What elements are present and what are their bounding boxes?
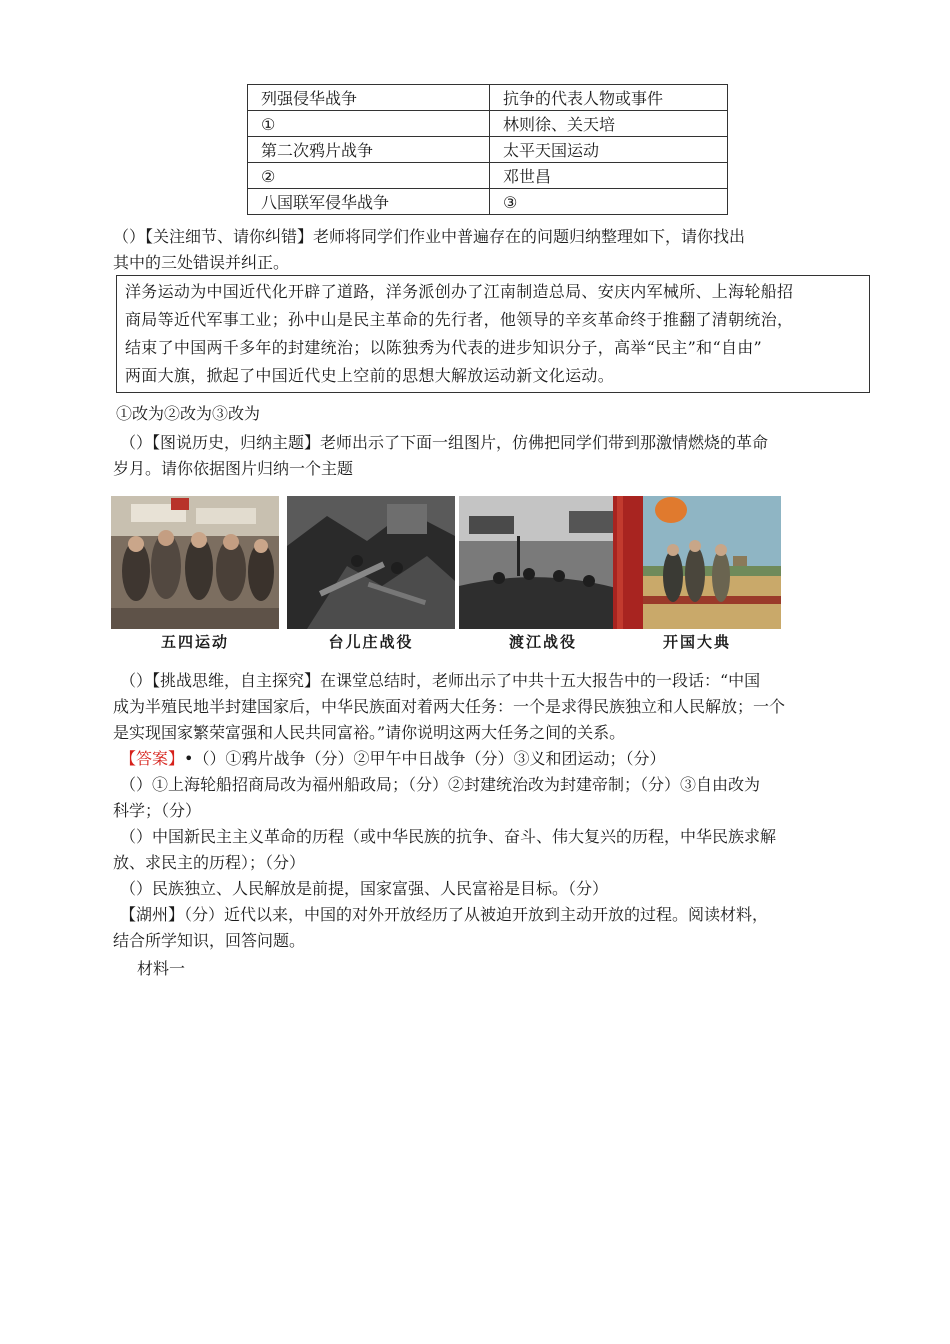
photo-caption: 台儿庄战役	[328, 633, 414, 651]
passage-line: 洋务运动为中国近代化开辟了道路，洋务派创办了江南制造总局、安庆内军械所、上海轮船招	[125, 282, 794, 301]
table-row	[248, 137, 728, 163]
answer-3-text-cont: 放、求民主的历程）；（分）	[113, 853, 306, 872]
photo-caption: 五四运动	[160, 633, 229, 651]
answer-3-text: （）中国新民主主义革命的历程（或中华民族的抗争、奋斗、伟大复兴的历程，中华民族求解	[120, 827, 777, 846]
table-cell: 林则徐、关天培	[490, 111, 728, 137]
answer-2-text: （）①上海轮船招商局改为福州船政局；（分）②封建统治改为封建帝制；（分）③自由改为	[120, 775, 761, 794]
table-cell: ①	[248, 111, 490, 137]
error-passage-box	[116, 275, 870, 393]
answer-2-text-cont: 科学；（分）	[113, 801, 202, 820]
passage-line: 结束了中国两千多年的封建统治；以陈独秀为代表的进步知识分子，高举“民主”和“自由”	[125, 338, 763, 357]
question-4-prompt: （）【挑战思维，自主探究】在课堂总结时，老师出示了中共十五大报告中的一段话：“中国	[120, 671, 761, 690]
material-heading: 材料一	[137, 959, 186, 978]
table-cell: 八国联军侵华战争	[248, 189, 490, 215]
question-3-prompt-cont: 岁月。请你依据图片归纳一个主题	[113, 459, 354, 478]
answer-4-text: （）民族独立、人民解放是前提，国家富强、人民富裕是目标。（分）	[120, 879, 609, 898]
table-row	[248, 189, 728, 215]
answer-1-text: •（）①鸦片战争（分）②甲午中日战争（分）③义和团运动；（分）	[184, 749, 666, 768]
table-cell: 太平天国运动	[490, 137, 728, 163]
photo-caption: 开国大典	[662, 633, 731, 651]
table-cell: ②	[248, 163, 490, 189]
next-question-prompt: 【湖州】（分）近代以来，中国的对外开放经历了从被迫开放到主动开放的过程。阅读材料，	[120, 905, 769, 924]
table-cell: 第二次鸦片战争	[248, 137, 490, 163]
passage-line: 商局等近代军事工业；孙中山是民主革命的先行者，他领导的辛亥革命终于推翻了清朝统治，	[125, 310, 794, 329]
answer-label: 【答案】	[120, 749, 185, 768]
correction-blanks: ①改为②改为③改为	[116, 404, 261, 423]
may-fourth-march-photo-icon	[111, 496, 279, 629]
table-row	[248, 163, 728, 189]
founding-ceremony-photo-icon	[613, 496, 781, 629]
table-header-cell: 列强侵华战争	[248, 85, 490, 111]
answer-line-1	[120, 746, 665, 772]
table-header-cell: 抗争的代表人物或事件	[490, 85, 728, 111]
table-header-row	[248, 85, 728, 111]
photo-strip	[111, 496, 771, 656]
table-cell: ③	[490, 189, 728, 215]
passage-line: 两面大旗，掀起了中国近代史上空前的思想大解放运动新文化运动。	[125, 366, 615, 385]
photo-caption: 渡江战役	[508, 633, 577, 651]
table-cell: 邓世昌	[490, 163, 728, 189]
table-row	[248, 111, 728, 137]
next-question-prompt-cont: 结合所学知识，回答问题。	[113, 931, 306, 950]
question-4-prompt-cont: 成为半殖民地半封建国家后，中华民族面对着两大任务：一个是求得民族独立和人民解放；一个	[113, 697, 786, 716]
question-3-prompt: （）【图说历史，归纳主题】老师出示了下面一组图片，仿佛把同学们带到那激情燃烧的革命	[120, 433, 769, 452]
question-4-prompt-cont: 是实现国家繁荣富强和人民共同富裕。”请你说明这两大任务之间的关系。	[113, 723, 626, 742]
wars-resistance-table	[247, 84, 728, 215]
yangtze-crossing-photo-icon	[459, 496, 627, 629]
question-2-prompt: （）【关注细节、请你纠错】老师将同学们作业中普遍存在的问题归纳整理如下，请你找出	[113, 227, 746, 246]
taierzhuang-battle-photo-icon	[287, 496, 455, 629]
question-2-prompt-cont: 其中的三处错误并纠正。	[113, 253, 290, 272]
